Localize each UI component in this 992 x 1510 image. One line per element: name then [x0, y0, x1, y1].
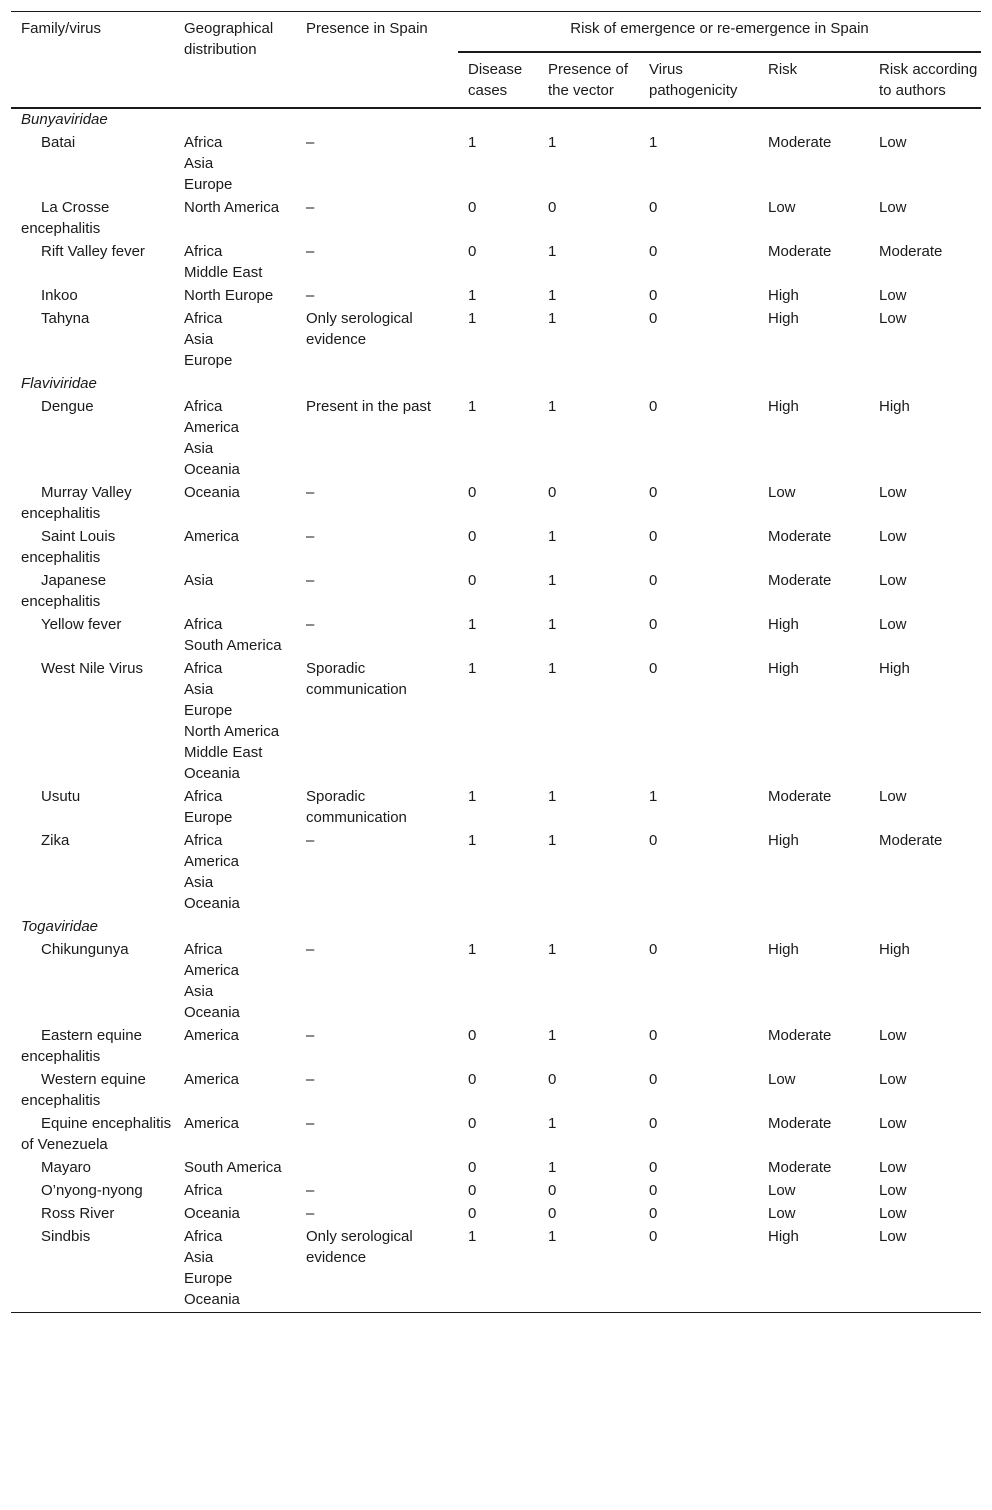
presence-of-vector-cell: 1 — [548, 287, 557, 304]
presence-of-vector-cell: 1 — [548, 1159, 557, 1176]
table-row — [11, 396, 981, 482]
presence-in-spain-cell: Present in the past — [306, 398, 432, 415]
presence-of-vector-cell: 1 — [548, 310, 557, 327]
disease-cases-cell: 0 — [468, 243, 477, 260]
risk-cell: High — [768, 941, 799, 958]
risk-cell: High — [768, 660, 799, 677]
presence-in-spain-cell: – — [306, 941, 315, 958]
disease-cases-cell: 0 — [468, 1071, 477, 1088]
presence-in-spain-cell: – — [306, 134, 315, 151]
table-row — [11, 1226, 981, 1313]
risk-according-to-authors-cell: Low — [879, 1027, 907, 1044]
presence-in-spain-cell: – — [306, 1205, 315, 1222]
disease-cases-cell: 1 — [468, 398, 477, 415]
virus-pathogenicity-cell: 1 — [649, 134, 658, 151]
table-row — [11, 658, 981, 786]
risk-cell: Moderate — [768, 788, 832, 805]
risk-cell: Low — [768, 1071, 796, 1088]
virus-name-cell: Dengue — [41, 398, 94, 415]
risk-cell: Low — [768, 1182, 796, 1199]
table-row — [11, 830, 981, 916]
virus-pathogenicity-cell: 0 — [649, 310, 658, 327]
family-row — [11, 916, 981, 939]
presence-in-spain-cell: – — [306, 616, 315, 633]
geographical-distribution-cell: Africa — [184, 1182, 223, 1199]
table-row — [11, 482, 981, 526]
virus-pathogenicity-cell: 0 — [649, 1071, 658, 1088]
virus-pathogenicity-cell: 0 — [649, 1115, 658, 1132]
table-row — [11, 1025, 981, 1069]
table-row — [11, 614, 981, 658]
header-presence-in-spain: Presence in Spain — [306, 20, 428, 37]
risk-cell: High — [768, 310, 799, 327]
disease-cases-cell: 0 — [468, 199, 477, 216]
table-body — [11, 108, 981, 1313]
presence-in-spain-cell: – — [306, 1027, 315, 1044]
disease-cases-cell: 0 — [468, 484, 477, 501]
geographical-distribution-cell: Africa America Asia Oceania — [184, 398, 240, 478]
header-presence-of-vector: Presence of the vector — [548, 61, 629, 99]
risk-cell: High — [768, 616, 799, 633]
disease-cases-cell: 1 — [468, 616, 477, 633]
disease-cases-cell: 1 — [468, 310, 477, 327]
header-family-virus: Family/virus — [21, 20, 102, 37]
header-virus-pathogenicity: Virus pathogenicity — [649, 61, 738, 99]
risk-cell: High — [768, 287, 799, 304]
arbovirus-risk-table — [11, 11, 981, 1313]
risk-according-to-authors-cell: Low — [879, 134, 907, 151]
table-header — [11, 12, 981, 109]
risk-according-to-authors-cell: Low — [879, 1159, 907, 1176]
virus-pathogenicity-cell: 0 — [649, 528, 658, 545]
table-row — [11, 526, 981, 570]
presence-in-spain-cell: – — [306, 484, 315, 501]
geographical-distribution-cell: America — [184, 1115, 240, 1132]
virus-pathogenicity-cell: 0 — [649, 287, 658, 304]
presence-of-vector-cell: 1 — [548, 941, 557, 958]
virus-name-cell: West Nile Virus — [41, 660, 143, 677]
presence-of-vector-cell: 1 — [548, 398, 557, 415]
table-row — [11, 241, 981, 285]
presence-in-spain-cell: – — [306, 528, 315, 545]
virus-name-cell: Japanese encephalitis — [21, 572, 107, 610]
geographical-distribution-cell: Africa Asia Europe — [184, 310, 233, 369]
presence-of-vector-cell: 1 — [548, 1027, 557, 1044]
presence-in-spain-cell: – — [306, 1115, 315, 1132]
presence-in-spain-cell: Sporadic communication — [306, 660, 407, 698]
table-row — [11, 570, 981, 614]
presence-of-vector-cell: 0 — [548, 1071, 557, 1088]
risk-according-to-authors-cell: High — [879, 398, 910, 415]
risk-cell: Low — [768, 1205, 796, 1222]
geographical-distribution-cell: America — [184, 528, 240, 545]
risk-cell: Moderate — [768, 1027, 832, 1044]
family-name: Togaviridae — [21, 918, 98, 935]
geographical-distribution-cell: Africa America Asia Oceania — [184, 832, 240, 912]
geographical-distribution-cell: America — [184, 1071, 240, 1088]
risk-according-to-authors-cell: Low — [879, 310, 907, 327]
virus-name-cell: Murray Valley encephalitis — [21, 484, 132, 522]
risk-according-to-authors-cell: Low — [879, 528, 907, 545]
geographical-distribution-cell: Africa Asia Europe Oceania — [184, 1228, 240, 1308]
risk-according-to-authors-cell: Low — [879, 1182, 907, 1199]
presence-of-vector-cell: 1 — [548, 788, 557, 805]
table-row — [11, 285, 981, 308]
table-row — [11, 1203, 981, 1226]
presence-in-spain-cell: Only serological evidence — [306, 310, 413, 348]
virus-name-cell: Batai — [41, 134, 76, 151]
presence-in-spain-cell: – — [306, 832, 315, 849]
table-row — [11, 786, 981, 830]
virus-pathogenicity-cell: 0 — [649, 660, 658, 677]
virus-name-cell: Saint Louis encephalitis — [21, 528, 116, 566]
presence-of-vector-cell: 0 — [548, 484, 557, 501]
virus-name-cell: La Crosse encephalitis — [21, 199, 110, 237]
presence-of-vector-cell: 0 — [548, 1205, 557, 1222]
disease-cases-cell: 1 — [468, 788, 477, 805]
virus-name-cell: Zika — [41, 832, 70, 849]
virus-pathogenicity-cell: 0 — [649, 398, 658, 415]
risk-cell: High — [768, 398, 799, 415]
header-geographical-distribution: Geographical distribution — [184, 20, 274, 58]
risk-cell: Moderate — [768, 528, 832, 545]
virus-pathogenicity-cell: 0 — [649, 616, 658, 633]
presence-of-vector-cell: 1 — [548, 1115, 557, 1132]
disease-cases-cell: 1 — [468, 660, 477, 677]
presence-in-spain-cell: Only serological evidence — [306, 1228, 413, 1266]
virus-pathogenicity-cell: 0 — [649, 1182, 658, 1199]
presence-in-spain-cell: – — [306, 243, 315, 260]
virus-name-cell: Chikungunya — [41, 941, 129, 958]
risk-according-to-authors-cell: Low — [879, 199, 907, 216]
risk-cell: Low — [768, 199, 796, 216]
risk-according-to-authors-cell: High — [879, 660, 910, 677]
table-row — [11, 1157, 981, 1180]
virus-name-cell: Rift Valley fever — [41, 243, 145, 260]
table-row — [11, 308, 981, 373]
risk-cell: Moderate — [768, 1115, 832, 1132]
virus-name-cell: Eastern equine encephalitis — [21, 1027, 142, 1065]
risk-according-to-authors-cell: Low — [879, 1205, 907, 1222]
geographical-distribution-cell: Oceania — [184, 484, 240, 501]
risk-according-to-authors-cell: Low — [879, 616, 907, 633]
virus-name-cell: Western equine encephalitis — [21, 1071, 146, 1109]
disease-cases-cell: 0 — [468, 1182, 477, 1199]
risk-according-to-authors-cell: Low — [879, 572, 907, 589]
family-row — [11, 108, 981, 132]
virus-pathogenicity-cell: 0 — [649, 572, 658, 589]
disease-cases-cell: 0 — [468, 1159, 477, 1176]
presence-of-vector-cell: 1 — [548, 660, 557, 677]
table-row — [11, 1113, 981, 1157]
presence-in-spain-cell: Sporadic communication — [306, 788, 407, 826]
risk-according-to-authors-cell: Low — [879, 788, 907, 805]
risk-cell: Moderate — [768, 243, 832, 260]
presence-in-spain-cell: – — [306, 199, 315, 216]
geographical-distribution-cell: North America — [184, 199, 280, 216]
virus-pathogenicity-cell: 1 — [649, 788, 658, 805]
geographical-distribution-cell: Africa Middle East — [184, 243, 263, 281]
risk-according-to-authors-cell: Low — [879, 484, 907, 501]
virus-pathogenicity-cell: 0 — [649, 1159, 658, 1176]
risk-cell: Moderate — [768, 572, 832, 589]
disease-cases-cell: 1 — [468, 832, 477, 849]
risk-according-to-authors-cell: Low — [879, 1228, 907, 1245]
presence-of-vector-cell: 1 — [548, 528, 557, 545]
header-risk-group: Risk of emergence or re-emergence in Spain — [458, 12, 981, 53]
presence-of-vector-cell: 1 — [548, 616, 557, 633]
table-row — [11, 197, 981, 241]
disease-cases-cell: 1 — [468, 1228, 477, 1245]
risk-cell: Low — [768, 484, 796, 501]
virus-name-cell: Inkoo — [41, 287, 78, 304]
risk-cell: Moderate — [768, 1159, 832, 1176]
virus-name-cell: O’nyong-nyong — [41, 1182, 143, 1199]
header-risk-according-to-authors: Risk according to authors — [879, 61, 978, 99]
presence-of-vector-cell: 0 — [548, 199, 557, 216]
disease-cases-cell: 0 — [468, 528, 477, 545]
presence-in-spain-cell: – — [306, 572, 315, 589]
presence-of-vector-cell: 1 — [548, 243, 557, 260]
presence-in-spain-cell: – — [306, 1182, 315, 1199]
risk-according-to-authors-cell: Moderate — [879, 243, 943, 260]
disease-cases-cell: 0 — [468, 572, 477, 589]
virus-name-cell: Equine encephalitis of Venezuela — [21, 1115, 172, 1153]
risk-cell: High — [768, 832, 799, 849]
presence-in-spain-cell — [306, 1157, 458, 1180]
geographical-distribution-cell: America — [184, 1027, 240, 1044]
presence-of-vector-cell: 1 — [548, 134, 557, 151]
risk-according-to-authors-cell: High — [879, 941, 910, 958]
virus-pathogenicity-cell: 0 — [649, 199, 658, 216]
geographical-distribution-cell: Oceania — [184, 1205, 240, 1222]
virus-pathogenicity-cell: 0 — [649, 484, 658, 501]
disease-cases-cell: 0 — [468, 1027, 477, 1044]
virus-name-cell: Ross River — [41, 1205, 115, 1222]
header-risk: Risk — [768, 61, 798, 78]
virus-pathogenicity-cell: 0 — [649, 1205, 658, 1222]
geographical-distribution-cell: North Europe — [184, 287, 274, 304]
family-name: Bunyaviridae — [21, 111, 108, 128]
virus-pathogenicity-cell: 0 — [649, 243, 658, 260]
virus-name-cell: Tahyna — [41, 310, 90, 327]
geographical-distribution-cell: South America — [184, 1159, 282, 1176]
presence-of-vector-cell: 1 — [548, 832, 557, 849]
presence-in-spain-cell: – — [306, 287, 315, 304]
geographical-distribution-cell: Asia — [184, 572, 214, 589]
disease-cases-cell: 0 — [468, 1115, 477, 1132]
geographical-distribution-cell: Africa Asia Europe — [184, 134, 233, 193]
geographical-distribution-cell: Africa America Asia Oceania — [184, 941, 240, 1021]
virus-name-cell: Sindbis — [41, 1228, 91, 1245]
geographical-distribution-cell: Africa Asia Europe North America Middle East Oceania — [184, 660, 280, 782]
disease-cases-cell: 1 — [468, 134, 477, 151]
table-row — [11, 939, 981, 1025]
family-name: Flaviviridae — [21, 375, 97, 392]
risk-according-to-authors-cell: Moderate — [879, 832, 943, 849]
virus-pathogenicity-cell: 0 — [649, 941, 658, 958]
table-row — [11, 1180, 981, 1203]
virus-name-cell: Usutu — [41, 788, 81, 805]
virus-name-cell: Yellow fever — [41, 616, 122, 633]
disease-cases-cell: 1 — [468, 941, 477, 958]
risk-according-to-authors-cell: Low — [879, 1071, 907, 1088]
virus-name-cell: Mayaro — [41, 1159, 92, 1176]
risk-cell: Moderate — [768, 134, 832, 151]
geographical-distribution-cell: Africa Europe — [184, 788, 233, 826]
virus-pathogenicity-cell: 0 — [649, 1027, 658, 1044]
risk-cell: High — [768, 1228, 799, 1245]
header-disease-cases: Disease cases — [468, 61, 523, 99]
virus-pathogenicity-cell: 0 — [649, 832, 658, 849]
family-row — [11, 373, 981, 396]
presence-in-spain-cell: – — [306, 1071, 315, 1088]
presence-of-vector-cell: 0 — [548, 1182, 557, 1199]
table-row — [11, 132, 981, 197]
risk-according-to-authors-cell: Low — [879, 1115, 907, 1132]
disease-cases-cell: 0 — [468, 1205, 477, 1222]
table-row — [11, 1069, 981, 1113]
presence-of-vector-cell: 1 — [548, 572, 557, 589]
risk-according-to-authors-cell: Low — [879, 287, 907, 304]
geographical-distribution-cell: Africa South America — [184, 616, 282, 654]
virus-pathogenicity-cell: 0 — [649, 1228, 658, 1245]
presence-of-vector-cell: 1 — [548, 1228, 557, 1245]
disease-cases-cell: 1 — [468, 287, 477, 304]
